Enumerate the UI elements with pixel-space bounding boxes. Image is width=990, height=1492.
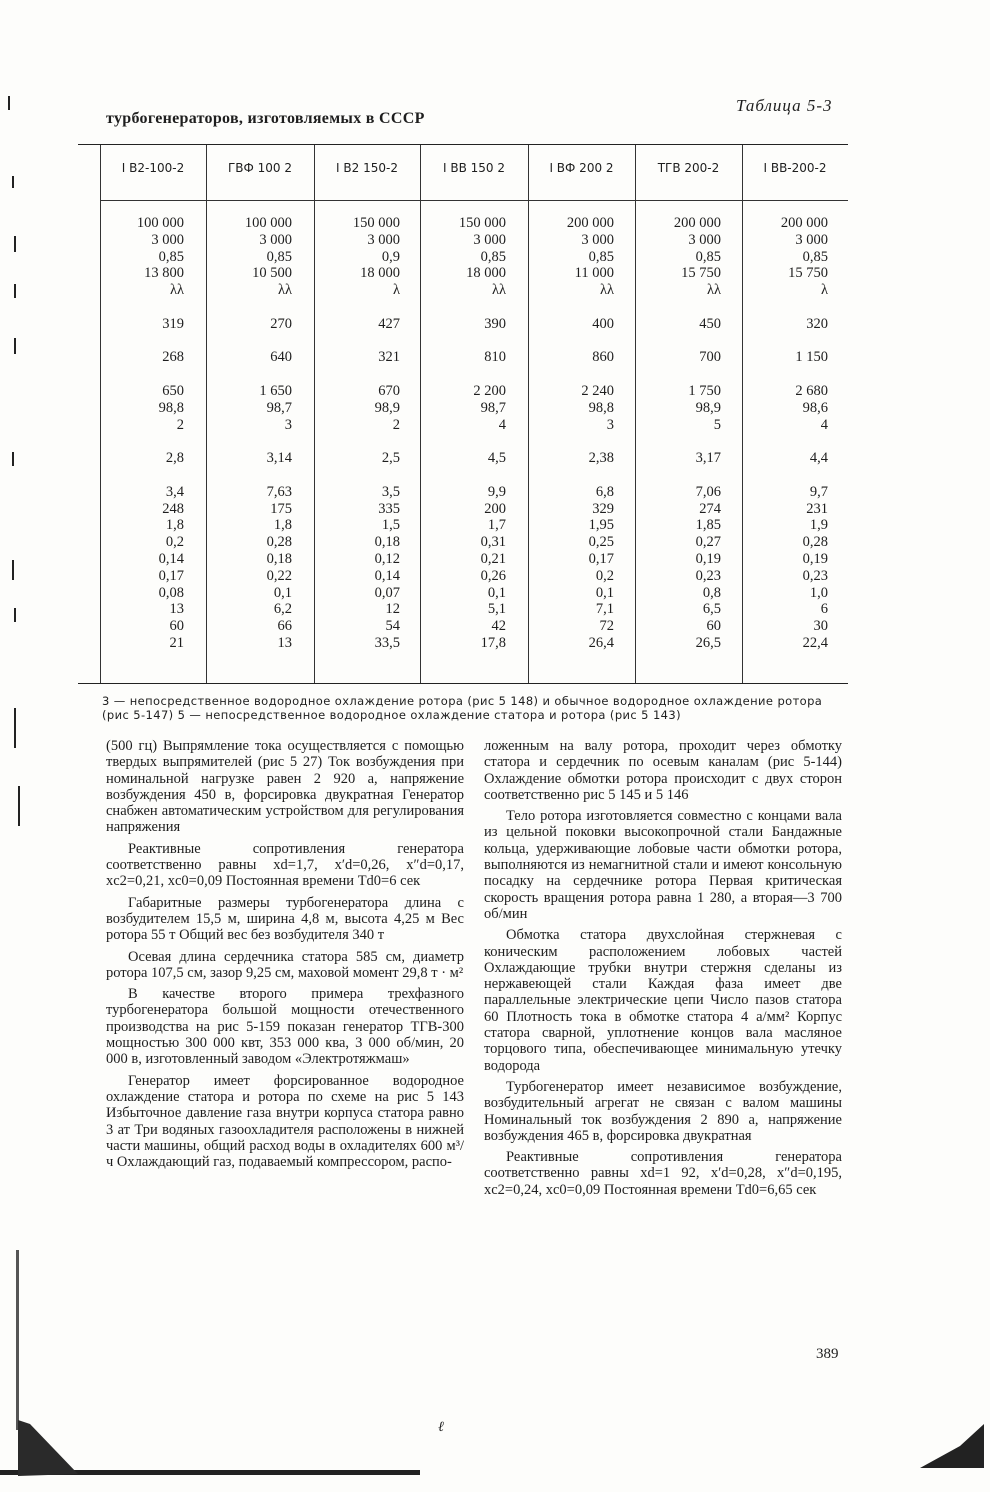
paragraph: Реактивные сопротивления генератора соответственно равны xd=1,7, x′d=0,26, x″d=0,17, xc2=0,21, xc0=0,09 Постоянная времени Td0=6 сек bbox=[106, 840, 464, 890]
column-header: I ВВ-200-2 bbox=[763, 161, 827, 175]
paragraph: (500 гц) Выпрямление тока осуществляется с помощью твердых выпрямителей (рис 5 27) Ток возбуждения при номинальной нагрузке равен 2 920 а, напряжение возбуждения 450 в, форсировка двукратная Генератор снабжен автоматическим устройством для регулирования напряжения bbox=[106, 738, 464, 836]
column-values: 200 000 3 000 0,85 11 000 λλ 400 860 2 240 98,8 3 2,38 6,8 329 1,95 0,25 0,17 0,2 0,1 7,1 72 26,4 bbox=[566, 215, 614, 651]
scan-artifact bbox=[14, 236, 16, 252]
table-caption: Таблица 5-3 bbox=[736, 96, 833, 115]
paragraph: Габаритные размеры турбогенератора длина с возбудителем 15,5 м, ширина 4,8 м, высота 4,25 м Вес ротора 55 т Общий вес без возбудителя 340 т bbox=[106, 894, 464, 944]
paragraph: В качестве второго примера трехфазного турбогенератора большой мощности отечественного производства на рис 5-159 показан генератор ТГВ-300 мощностью 300 000 квт, 353 000 ква, 3 000 об/мин, 20 000 в, изготовленный заводом «Электротяжмаш» bbox=[106, 986, 464, 1068]
scan-artifact bbox=[920, 1424, 984, 1468]
body-text-right bbox=[484, 738, 842, 1203]
column-values: 150 000 3 000 0,85 18 000 λλ 390 810 2 200 98,7 4 4,5 9,9 200 1,7 0,31 0,21 0,26 0,1 5,1 42 17,8 bbox=[458, 215, 506, 651]
scan-artifact bbox=[18, 786, 20, 826]
scan-artifact bbox=[14, 608, 16, 622]
data-table bbox=[78, 144, 848, 684]
scan-artifact bbox=[14, 338, 16, 354]
paragraph: Тело ротора изготовляется совместно с концами вала из цельной поковки высокопрочной стали Бандажные кольца, удерживающие лобовые части обмотки ротора, выполняются из немагнитной стали и имеют консольную посадку на сердечнике ротора Первая критическая скорость вращения ротора равна 1 280, а вторая—3 700 об/мин bbox=[484, 808, 842, 922]
scan-artifact bbox=[8, 96, 10, 110]
paragraph: Генератор имеет форсированное водородное охлаждение статора и ротора по схеме на рис 5 143 Избыточное давление газа внутри корпуса статора равно 3 ат Три водяных газоохладителя расположены в нижней части машины, общий расход воды в охладителях 600 м³/ч Охлаждающий газ, подаваемый компрессором, распо- bbox=[106, 1072, 464, 1171]
paragraph: Осевая длина сердечника статора 585 см, диаметр ротора 107,5 см, зазор 9,25 см, маховой момент 29,8 т · м² bbox=[106, 948, 464, 981]
paragraph: ложенным на валу ротора, проходит через обмотку статора и сердечник по осевым каналам (рис 5-144) Охлаждение обмотки ротора происходит с двух сторон соответственно рис 5 145 и 5 146 bbox=[484, 738, 842, 803]
header-divider bbox=[100, 200, 848, 201]
paragraph: Турбогенератор имеет независимое возбуждение, возбудительный агрегат не связан с валом машины Номинальный ток возбуждения 2 890 а, напряжение возбуждения 465 в, форсировка двукратная bbox=[484, 1078, 842, 1144]
scan-artifact bbox=[12, 176, 14, 188]
table-footnote: 3 — непосредственное водородное охлаждение ротора (рис 5 148) и обычное водородное охлаждение ротора (рис 5-147) 5 — непосредственное водородное охлаждение статора и ротора (рис 5 143) bbox=[102, 694, 823, 722]
column-values: 100 000 3 000 0,85 10 500 λλ 270 640 1 650 98,7 3 3,14 7,63 175 1,8 0,28 0,18 0,22 0,1 6,2 66 13 bbox=[244, 215, 292, 651]
scan-artifact bbox=[14, 284, 16, 298]
column-header: I В2 150-2 bbox=[336, 161, 398, 175]
table-title: турбогенераторов, изготовляемых в СССР bbox=[106, 110, 425, 127]
column-values: 200 000 3 000 0,85 15 750 λλ 450 700 1 750 98,9 5 3,17 7,06 274 1,85 0,27 0,19 0,23 0,8 6,5 60 26,5 bbox=[673, 215, 721, 651]
scan-artifact bbox=[18, 1420, 78, 1476]
bottom-mark: ℓ bbox=[438, 1420, 444, 1435]
body-text-left bbox=[106, 738, 464, 1175]
page-number: 389 bbox=[816, 1346, 839, 1362]
scan-artifact bbox=[16, 1250, 19, 1430]
column-values: 100 000 3 000 0,85 13 800 λλ 319 268 650 98,8 2 2,8 3,4 248 1,8 0,2 0,14 0,17 0,08 13 60 21 bbox=[136, 215, 184, 651]
column-header: I ВВ 150 2 bbox=[443, 161, 505, 175]
column-header: ГВФ 100 2 bbox=[227, 161, 293, 175]
column-header: I ВФ 200 2 bbox=[549, 161, 614, 175]
column-values: 150 000 3 000 0,9 18 000 λ 427 321 670 98,9 2 2,5 3,5 335 1,5 0,18 0,12 0,14 0,07 12 54 33,5 bbox=[352, 215, 400, 651]
column-header: ТГВ 200-2 bbox=[657, 161, 720, 175]
scan-artifact bbox=[12, 452, 14, 466]
column-header: I В2-100-2 bbox=[121, 161, 185, 175]
paragraph: Обмотка статора двухслойная стержневая с коническим расположением лобовых частей Охлаждающие трубки внутри стержня сделаны из нержавеющей стали Каждая фаза имеет две параллельные электрические цепи Число пазов статора 60 Плотность тока в обмотке статора 4 а/мм² Корпус статора сварной, уплотнение концов вала масляное торцового типа, обеспечивающее минимальную утечку водорода bbox=[484, 927, 842, 1074]
scan-artifact bbox=[12, 560, 14, 580]
column-values: 200 000 3 000 0,85 15 750 λ 320 1 150 2 680 98,6 4 4,4 9,7 231 1,9 0,28 0,19 0,23 1,0 6 30 22,4 bbox=[780, 215, 828, 651]
scan-artifact bbox=[14, 708, 16, 748]
paragraph: Реактивные сопротивления генератора соответственно равны xd=1 92, x′d=0,28, x″d=0,195, xc2=0,24, xc0=0,09 Постоянная времени Td0=6,65 сек bbox=[484, 1149, 842, 1198]
